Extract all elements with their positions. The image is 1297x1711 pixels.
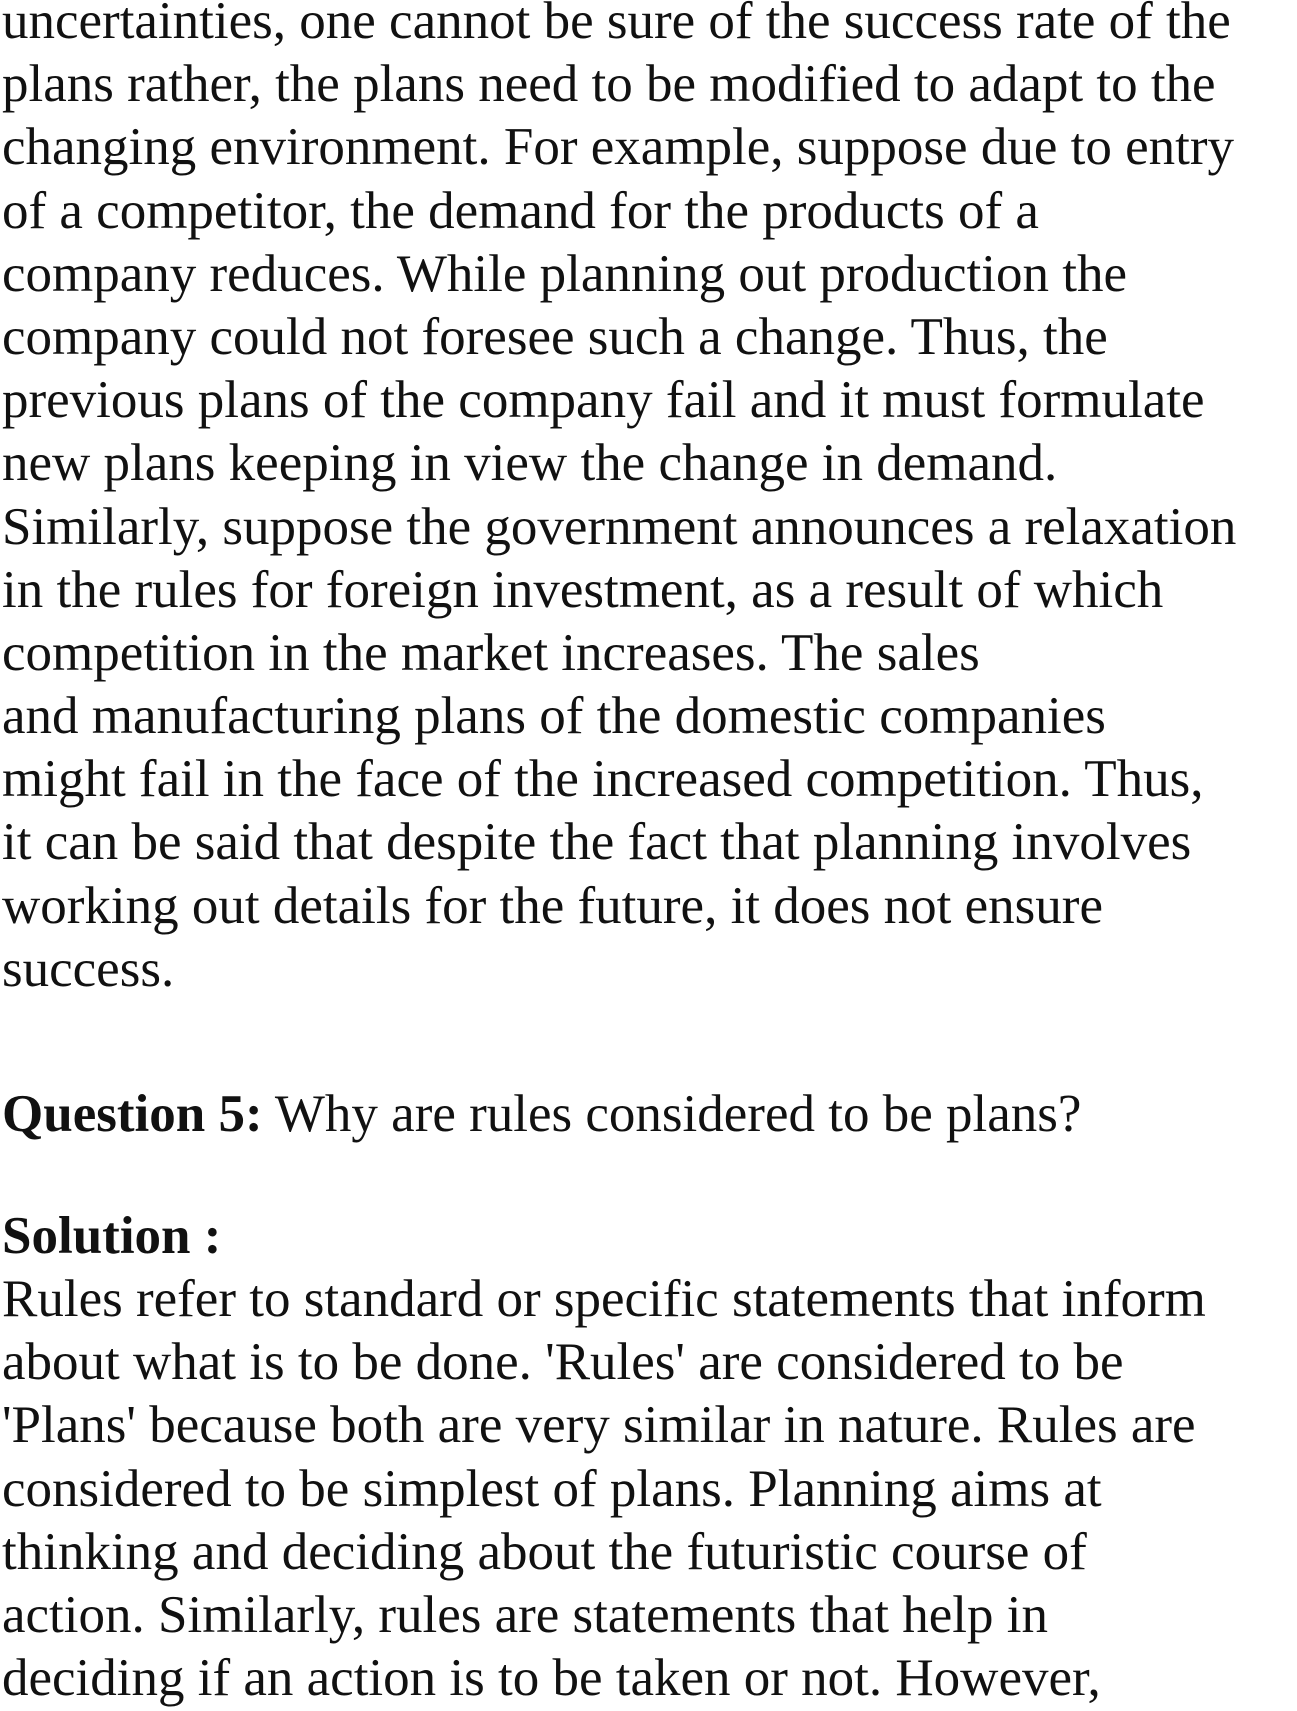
text-line: thinking and deciding about the futuristic course of — [2, 1522, 1087, 1581]
text-line: Similarly, suppose the government announces a relaxation — [2, 497, 1237, 556]
continued-paragraph — [2, 0, 1297, 1001]
text-line: action. Similarly, rules are statements that help in — [2, 1585, 1048, 1644]
text-line: and manufacturing plans of the domestic companies — [2, 687, 1106, 746]
text-line: might fail in the face of the increased competition. Thus, — [2, 750, 1204, 809]
text-line: about what is to be done. 'Rules' are considered to be — [2, 1333, 1124, 1392]
solution-paragraph — [2, 1268, 1297, 1710]
solution-heading: Solution : — [2, 1207, 222, 1265]
text-line: uncertainties, one cannot be sure of the success rate of the — [2, 0, 1231, 50]
text-line: considered to be simplest of plans. Planning aims at — [2, 1459, 1102, 1518]
text-line: Rules refer to standard or specific statements that inform — [2, 1270, 1206, 1328]
text-line: competition in the market increases. The sales — [2, 623, 980, 682]
text-line: changing environment. For example, suppose due to entry — [2, 118, 1234, 177]
text-line: previous plans of the company fail and it must formulate — [2, 371, 1205, 430]
text-line: success. — [2, 939, 175, 998]
text-line: working out details for the future, it does not ensure — [2, 876, 1103, 935]
text-line: company reduces. While planning out production the — [2, 244, 1127, 303]
question-line — [2, 1083, 1297, 1146]
text-line: of a competitor, the demand for the products of a — [2, 181, 1039, 240]
question-label: Question 5: — [2, 1085, 263, 1143]
question-5 — [2, 1083, 1297, 1146]
text-line: it can be said that despite the fact that planning involves — [2, 813, 1192, 872]
question-text: Why are rules considered to be plans? — [262, 1085, 1082, 1143]
text-line: new plans keeping in view the change in demand. — [2, 434, 1058, 493]
solution-heading-block — [2, 1205, 1297, 1268]
text-line: plans rather, the plans need to be modified to adapt to the — [2, 55, 1216, 114]
text-line: company could not foresee such a change. Thus, the — [2, 307, 1108, 366]
text-line: in the rules for foreign investment, as a result of which — [2, 560, 1164, 619]
text-line: 'Plans' because both are very similar in nature. Rules are — [2, 1396, 1196, 1455]
text-line: deciding if an action is to be taken or not. However, — [2, 1649, 1101, 1708]
